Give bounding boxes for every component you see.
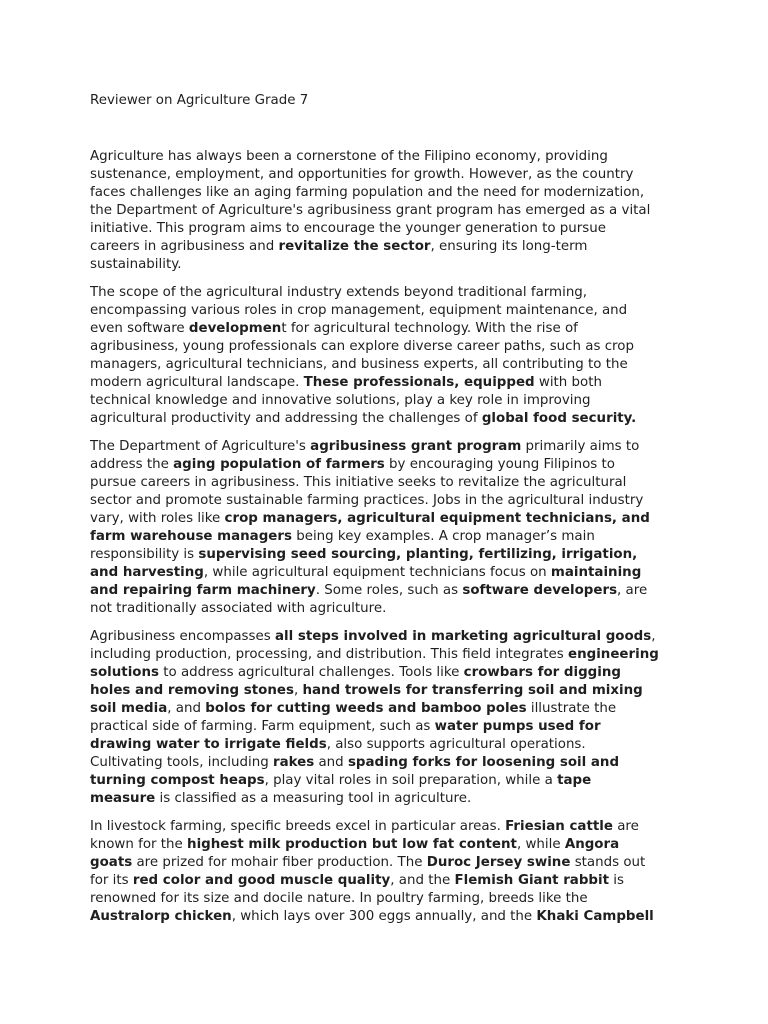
text-line: [90, 600, 684, 618]
bold-text: Angora: [564, 837, 620, 853]
text-line: [90, 790, 684, 808]
text-run: pursue careers in agribusiness. This initiative seeks to revitalize the agricultural: [90, 475, 627, 491]
text-run: faces challenges like an aging farming population and the need for modernization,: [90, 184, 645, 200]
document-title: Reviewer on Agriculture Grade 7: [90, 93, 309, 108]
text-line: [90, 456, 684, 474]
text-run: sustenance, employment, and opportunities for growth. However, as the country: [90, 166, 634, 182]
text-line: [90, 492, 684, 510]
text-run: to address agricultural challenges. Tools like: [159, 665, 464, 681]
text-run: , are: [617, 582, 648, 598]
text-line: [90, 510, 684, 528]
bold-text: red color and good muscle quality: [132, 873, 391, 889]
text-run: The scope of the agricultural industry extends beyond traditional farming,: [90, 285, 588, 301]
text-run: ,: [651, 629, 656, 645]
text-run: known for the: [90, 837, 188, 853]
text-run: agribusiness, young professionals can explore diverse career paths, such as crop: [90, 339, 634, 355]
body-paragraph: [90, 818, 684, 926]
bold-text: engineering: [568, 647, 659, 663]
bold-text: spading forks for loosening soil and: [347, 755, 620, 770]
bold-text: supervising seed sourcing, planting, fertilizing, irrigation,: [198, 547, 638, 563]
text-run: by encouraging young Filipinos to: [384, 457, 615, 473]
text-line: [90, 220, 684, 238]
text-line: [90, 818, 684, 836]
text-line: [90, 564, 684, 582]
text-line: [90, 754, 684, 772]
text-line: [90, 320, 684, 338]
text-line: [90, 836, 684, 854]
bold-text: and harvesting: [90, 564, 204, 580]
text-line: [90, 184, 684, 202]
text-run: , also supports agricultural operations.: [326, 737, 586, 753]
text-line: [90, 148, 684, 166]
text-line: [90, 356, 684, 374]
bold-text: soil media: [90, 701, 168, 717]
text-line: [90, 284, 684, 302]
text-run: In livestock farming, specific breeds excel in particular areas.: [90, 819, 506, 835]
bold-text: software developers: [462, 582, 618, 598]
text-run: , while: [516, 837, 565, 853]
text-line: [90, 772, 684, 790]
bold-text: farm warehouse managers: [90, 529, 292, 545]
text-run: address the: [90, 457, 174, 473]
text-run: Agriculture has always been a cornerstone of the Filipino economy, providing: [90, 149, 608, 164]
text-line: [90, 582, 684, 600]
text-line: [90, 546, 684, 564]
bold-text: turning compost heaps: [90, 772, 265, 788]
bold-text: agribusiness grant program: [310, 439, 522, 455]
bold-text: global food security.: [481, 410, 637, 426]
document-body: [90, 148, 684, 926]
text-line: [90, 736, 684, 754]
text-run: ,: [293, 683, 303, 699]
body-paragraph: [90, 628, 684, 808]
bold-text: Friesian cattle: [505, 819, 613, 835]
bold-text: Duroc Jersey swine: [426, 855, 571, 871]
text-run: vary, with roles like: [90, 511, 225, 527]
text-line: [90, 238, 684, 256]
bold-text: measure: [90, 790, 156, 806]
bold-text: tape: [557, 772, 592, 788]
text-run: is classified as a measuring tool in agriculture.: [155, 790, 472, 806]
text-run: and: [314, 755, 348, 770]
body-paragraph: [90, 148, 684, 274]
text-run: encompassing various roles in crop management, equipment maintenance, and: [90, 303, 628, 319]
text-line: [90, 202, 684, 220]
bold-text: aging population of farmers: [173, 457, 385, 473]
document-page: [90, 92, 684, 937]
text-run: for its: [90, 873, 133, 889]
text-line: [90, 646, 684, 664]
bold-text: all steps involved in marketing agricultural goods: [274, 629, 652, 645]
text-run: the Department of Agriculture's agribusiness grant program has emerged as a vital: [90, 202, 651, 218]
text-run: , and: [167, 701, 206, 717]
bold-text: developmen: [188, 321, 282, 337]
text-run: , while agricultural equipment technicians focus on: [203, 564, 551, 580]
bold-text: hand trowels for transferring soil and mixing: [302, 683, 643, 699]
bold-text: highest milk production but low fat content: [187, 837, 517, 853]
text-run: is: [609, 873, 624, 889]
text-run: primarily aims to: [521, 439, 640, 455]
text-line: [90, 302, 684, 320]
bold-text: Flemish Giant rabbit: [454, 873, 609, 889]
text-run: renowned for its size and docile nature. In poultry farming, breeds like the: [90, 891, 588, 907]
text-line: [90, 256, 684, 274]
text-line: [90, 474, 684, 492]
text-run: Cultivating tools, including: [90, 755, 273, 770]
text-line: [90, 338, 684, 356]
bold-text: and repairing farm machinery: [90, 582, 316, 598]
text-run: Agribusiness encompasses: [90, 629, 275, 645]
text-run: , play vital roles in soil preparation, while a: [264, 772, 558, 788]
text-run: agricultural productivity and addressing the challenges of: [90, 410, 482, 426]
text-run: including production, processing, and distribution. This field integrates: [90, 647, 569, 663]
text-line: [90, 718, 684, 736]
text-line: [90, 410, 684, 428]
text-run: illustrate the: [526, 701, 617, 717]
text-run: stands out: [570, 855, 646, 871]
text-run: practical side of farming. Farm equipment, such as: [90, 719, 435, 735]
text-line: [90, 872, 684, 890]
text-line: [90, 682, 684, 700]
text-run: The Department of Agriculture's: [90, 439, 311, 455]
text-run: , which lays over 300 eggs annually, and the: [231, 909, 537, 925]
body-paragraph: [90, 284, 684, 428]
bold-text: crop managers, agricultural equipment technicians, and: [224, 511, 650, 527]
text-line: [90, 374, 684, 392]
bold-text: drawing water to irrigate fields: [90, 737, 327, 753]
text-line: [90, 890, 684, 908]
text-run: not traditionally associated with agriculture.: [90, 600, 387, 616]
bold-text: water pumps used for: [434, 719, 601, 735]
text-run: responsibility is: [90, 547, 199, 563]
text-run: modern agricultural landscape.: [90, 374, 304, 390]
bold-text: rakes: [272, 755, 315, 770]
text-run: technical knowledge and innovative solutions, play a key role in improving: [90, 392, 591, 408]
bold-text: bolos for cutting weeds and bamboo poles: [205, 701, 527, 717]
bold-text: revitalize the sector: [278, 238, 431, 254]
text-line: [90, 166, 684, 184]
text-line: [90, 700, 684, 718]
text-line: [90, 628, 684, 646]
bold-text: crowbars for digging: [463, 665, 621, 681]
bold-text: solutions: [90, 665, 159, 681]
body-paragraph: [90, 438, 684, 618]
text-run: are prized for mohair fiber production. The: [132, 855, 427, 871]
text-run: sustainability.: [90, 256, 182, 272]
text-run: being key examples. A crop manager’s main: [291, 529, 595, 545]
bold-text: maintaining: [550, 564, 642, 580]
text-line: [90, 664, 684, 682]
text-run: managers, agricultural technicians, and business experts, all contributing to the: [90, 356, 628, 372]
text-run: sector and promote sustainable farming practices. Jobs in the agricultural industry: [90, 493, 644, 509]
text-run: careers in agribusiness and: [90, 238, 279, 254]
text-run: even software: [90, 321, 189, 337]
bold-text: These professionals, equipped: [303, 374, 535, 390]
bold-text: goats: [90, 855, 133, 871]
bold-text: Australorp chicken: [90, 909, 232, 925]
text-run: are: [612, 819, 639, 835]
text-line: [90, 438, 684, 456]
text-run: initiative. This program aims to encourage the younger generation to pursue: [90, 220, 606, 236]
text-line: [90, 392, 684, 410]
text-line: [90, 528, 684, 546]
text-run: with both: [534, 374, 602, 390]
text-run: t for agricultural technology. With the rise of: [281, 321, 578, 337]
bold-text: holes and removing stones: [90, 683, 294, 699]
text-line: [90, 854, 684, 872]
text-run: . Some roles, such as: [315, 582, 463, 598]
text-run: , ensuring its long-term: [430, 238, 588, 254]
text-run: , and the: [390, 873, 455, 889]
text-line: [90, 908, 684, 926]
bold-text: Khaki Campbell: [536, 909, 654, 925]
